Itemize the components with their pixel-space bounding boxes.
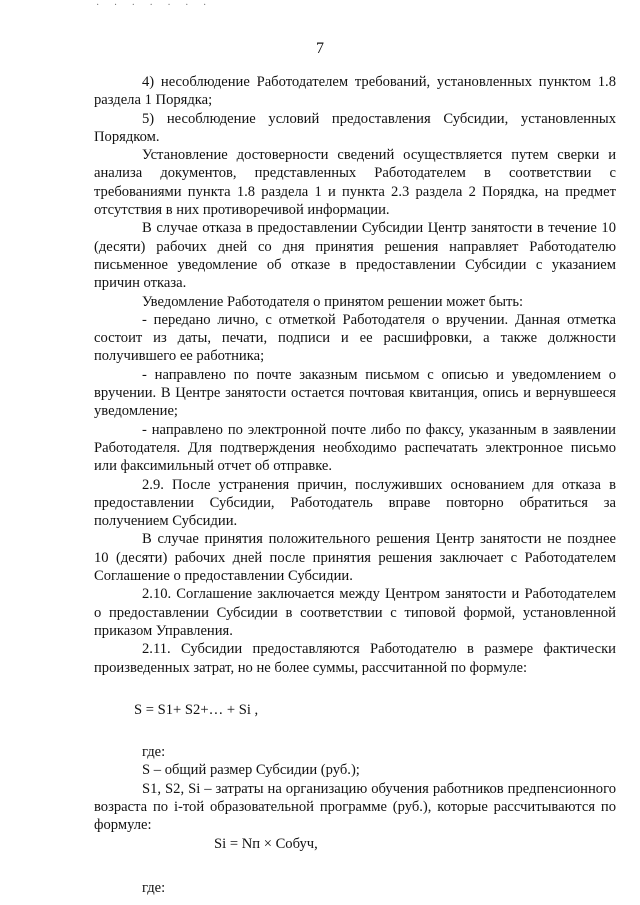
paragraph-2-10: 2.10. Соглашение заключается между Центром занятости и Работодателем о предоставлении Субсидии в соответствии с типовой формой, установленной приказом Управления. [94, 586, 616, 639]
page-number: 7 [316, 40, 324, 57]
formula-si: Si = Nп × Собуч, [214, 835, 318, 852]
definition-si: S1, S2, Si – затраты на организацию обучения работников предпенсионного возраста по i-той образовательной программе (руб.), которые рассчитываются по формуле: [94, 780, 616, 834]
document-body [94, 73, 616, 897]
definition-s: S – общий размер Субсидии (руб.); [142, 762, 360, 779]
paragraph-notification-mail: - направлено по почте заказным письмом с описью и уведомлением о вручении. В Центре занятости остается почтовая квитанция, опись и вернувшееся уведомление; [94, 366, 616, 420]
formula-total-subsidy: S = S1+ S2+… + Si , [134, 701, 259, 718]
paragraph-positive-decision: В случае принятия положительного решения Центр занятости не позднее 10 (десяти) рабочих дней после принятия решения заключает с Работодателем Соглашение о предоставлении Субсидии. [94, 531, 616, 585]
where-label: где: [142, 744, 166, 761]
paragraph-refusal: В случае отказа в предоставлении Субсидии Центр занятости в течение 10 (десяти) рабочих дней со дня принятия решения направляет Работодателю письменное уведомление об отказе в предоставлении Субсидии с указанием причин отказа. [94, 220, 616, 292]
paragraph-2-9: 2.9. После устранения причин, послуживших основанием для отказа в предоставлении Субсидии, Работодатель вправе повторно обратиться за получением Субсидии. [94, 476, 616, 530]
where-label-second: где: [142, 879, 166, 896]
paragraph-notification-email: - направлено по электронной почте либо по факсу, указанным в заявлении Работодателя. Для подтверждения необходимо распечатать электронное письмо или факсимильный отчет об отправке. [94, 421, 616, 475]
paragraph-notification-intro: Уведомление Работодателя о принятом решении может быть: [142, 293, 524, 310]
scan-artifacts: · · · · · · · [96, 0, 213, 11]
paragraph-2-11: 2.11. Субсидии предоставляются Работодателю в размере фактически произведенных затрат, но не более суммы, рассчитанной по формуле: [94, 641, 616, 676]
paragraph-verification: Установление достоверности сведений осуществляется путем сверки и анализа документов, представленных Работодателем в соответствии с требованиями пункта 1.8 раздела 1 и пункта 2.3 раздела 2 Порядка, на предмет отсутствия в них противоречивой информации. [94, 147, 616, 219]
paragraph-item-5: 5) несоблюдение условий предоставления Субсидии, установленных Порядком. [94, 110, 616, 145]
paragraph-item-4: 4) несоблюдение Работодателем требований, установленных пунктом 1.8 раздела 1 Порядка; [94, 74, 616, 109]
paragraph-notification-personal: - передано лично, с отметкой Работодателя о вручении. Данная отметка состоит из даты, печати, подписи и ее расшифровки, а также должности получившего ее работника; [94, 311, 616, 365]
